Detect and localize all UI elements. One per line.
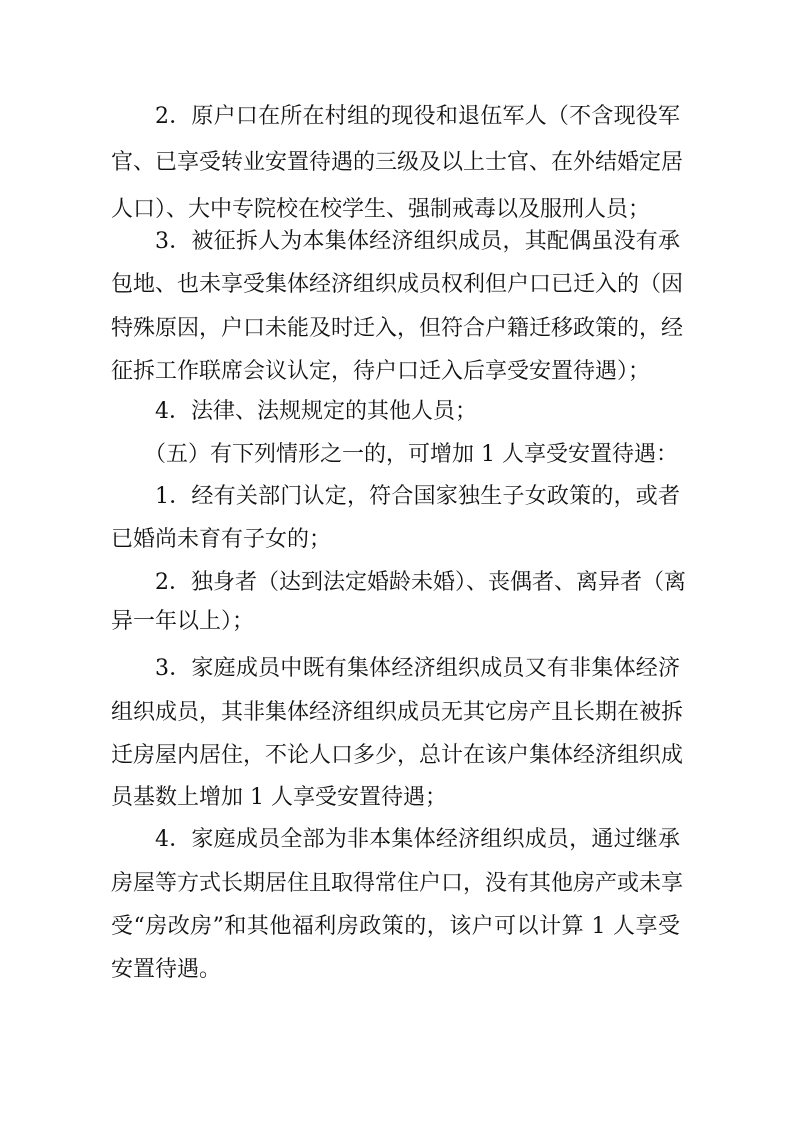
text-line: 4．法律、法规规定的其他人员；: [155, 399, 477, 424]
text-line: 组织成员，其非集体经济组织成员无其它房产且长期在被拆: [111, 700, 684, 725]
text-line: 迁房屋内居住，不论人口多少，总计在该户集体经济组织成: [111, 743, 684, 768]
paragraph-2-line-2: [0, 265, 793, 305]
paragraph-8-line-2: [0, 864, 793, 904]
text-line: 4．家庭成员全部为非本集体经济组织成员，通过继承: [155, 827, 680, 852]
paragraph-2-line-3: [0, 309, 793, 349]
section-heading: （五）有下列情形之一的，可增加 1 人享受安置待遇：: [144, 442, 678, 467]
text-line: 2．独身者（达到法定婚龄未婚）、丧偶者、离异者（离: [155, 570, 686, 595]
paragraph-8-line-3: [0, 907, 793, 947]
text-line: 3．被征拆人为本集体经济组织成员，其配偶虽没有承: [155, 229, 680, 254]
text-line: 员基数上增加 1 人享受安置待遇；: [111, 785, 447, 810]
paragraph-7-line-2: [0, 693, 793, 733]
text-line: 安置待遇。: [111, 957, 222, 982]
text-line: 包地、也未享受集体经济组织成员权利但户口已迁入的（因: [111, 272, 684, 297]
text-line: 异一年以上）；: [111, 609, 255, 634]
text-line: 特殊原因，户口未能及时迁入，但符合户籍迁移政策的，经: [111, 316, 684, 341]
paragraph-5-line-2: [0, 520, 793, 560]
paragraph-8-line-1: [0, 820, 793, 860]
paragraph-2-line-4: [0, 352, 793, 392]
text-line: 已婚尚未育有子女的；: [111, 527, 332, 552]
paragraph-6-line-2: [0, 602, 793, 642]
paragraph-7-line-4: [0, 778, 793, 818]
paragraph-5-line-1: [0, 477, 793, 517]
text-line: 官、已享受转业安置待遇的三级及以上士官、在外结婚定居: [111, 150, 684, 175]
text-line: 1．经有关部门认定，符合国家独生子女政策的，或者: [155, 484, 680, 509]
paragraph-7-line-1: [0, 649, 793, 689]
text-line: 房屋等方式长期居住且取得常住户口，没有其他房产或未享: [111, 871, 684, 896]
text-line: 人口）、大中专院校在校学生、强制戒毒以及服刑人员；: [111, 197, 651, 222]
text-line: 受“房改房”和其他福利房政策的，该户可以计算 1 人享受: [111, 914, 680, 939]
paragraph-3-line-1: [0, 392, 793, 432]
text-line: 3．家庭成员中既有集体经济组织成员又有非集体经济: [155, 656, 680, 681]
paragraph-1-line-2: [0, 143, 793, 183]
paragraph-2-line-1: [0, 222, 793, 262]
text-line: 2．原户口在所在村组的现役和退伍军人（不含现役军: [155, 104, 680, 129]
paragraph-7-line-3: [0, 736, 793, 776]
text-line: 征拆工作联席会议认定，待户口迁入后享受安置待遇）；: [111, 359, 651, 384]
paragraph-8-line-4: [0, 950, 793, 990]
paragraph-6-line-1: [0, 563, 793, 603]
paragraph-4-line-1: [0, 435, 793, 475]
paragraph-1-line-1: [0, 97, 793, 137]
